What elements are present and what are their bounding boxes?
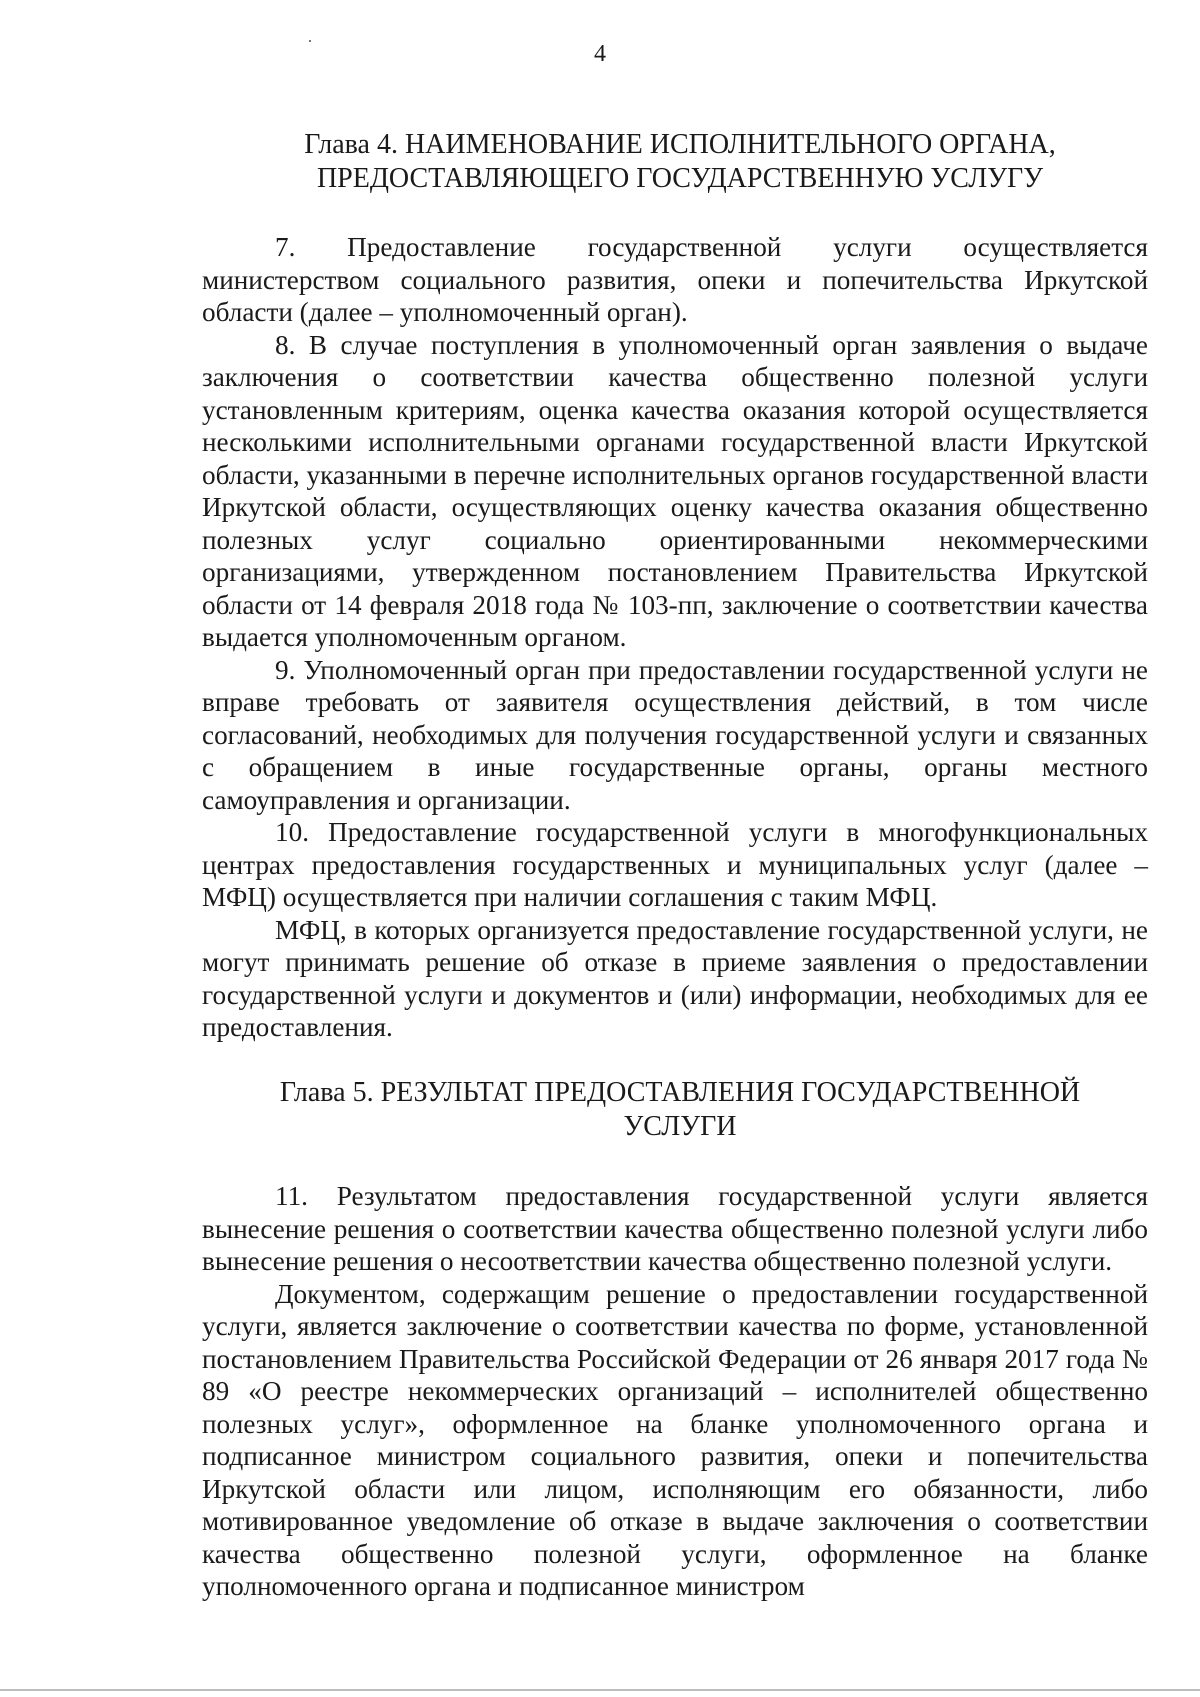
paragraph-10-mfc: МФЦ, в которых организуется предоставление государственной услуги, не могут принимать решение об отказе в приеме заявления о предоставлении государственной услуги и документов и (или) информации, необходимых для ее предоставления. (202, 914, 1148, 1042)
paragraph-10: 10. Предоставление государственной услуги в многофункциональных центрах предоставления государственных и муниципальных услуг (далее – МФЦ) осуществляется при наличии соглашения с таким МФЦ. (202, 817, 1148, 912)
paragraph-11: 11. Результатом предоставления государственной услуги является вынесение решения о соответствии качества общественно полезной услуги либо вынесение решения о несоответствии качества общественно полезной услуги. (202, 1181, 1148, 1276)
paragraph-9: 9. Уполномоченный орган при предоставлении государственной услуги не вправе требовать от заявителя осуществления действий, в том числе согласований, необходимых для получения государственной услуги и связанных с обращением в иные государственные органы, органы местного самоуправления и организации. (202, 654, 1148, 815)
chapter-5-body (202, 1180, 1148, 1603)
chapter-4-heading (200, 128, 1160, 196)
chapter-5-heading-line-2: УСЛУГИ (623, 1111, 737, 1142)
page-bottom-edge (0, 1689, 1200, 1691)
paragraph-8: 8. В случае поступления в уполномоченный орган заявления о выдаче заключения о соответствии качества общественно полезной услуги установленным критериям, оценка качества оказания которой осуществляется несколькими исполнительными органами государственной власти Иркутской области, указанными в перечне исполнительных органов государственной власти Иркутской области, осуществляющих оценку качества оказания общественно полезных услуг социально ориентированными некоммерческими организациями, утвержденном постановлением Правительства Иркутской области от 14 февраля 2018 года № 103-пп, заключение о соответствии качества выдается уполномоченным органом. (202, 329, 1148, 652)
page-number: 4 (594, 41, 606, 67)
chapter-5-heading-line-1: Глава 5. РЕЗУЛЬТАТ ПРЕДОСТАВЛЕНИЯ ГОСУДАРСТВЕННОЙ (279, 1077, 1081, 1108)
chapter-4-heading-line-2: ПРЕДОСТАВЛЯЮЩЕГО ГОСУДАРСТВЕННУЮ УСЛУГУ (316, 163, 1044, 194)
chapter-4-body (202, 231, 1148, 1044)
chapter-5-heading (200, 1076, 1160, 1144)
paragraph-11-document: Документом, содержащим решение о предоставлении государственной услуги, является заключение о соответствии качества по форме, установленной постановлением Правительства Российской Федерации от 26 января 2017 года № 89 «О реестре некоммерческих организаций – исполнителей общественно полезных услуг», оформленное на бланке уполномоченного органа и подписанное министром социального развития, опеки и попечительства Иркутской области или лицом, исполняющим его обязанности, либо мотивированное уведомление об отказе в выдаче заключения о соответствии качества общественно полезной услуги, оформленное на бланке уполномоченного органа и подписанное министром (202, 1278, 1148, 1601)
paragraph-7: 7. Предоставление государственной услуги осуществляется министерством социального развития, опеки и попечительства Иркутской области (далее – уполномоченный орган). (202, 232, 1148, 327)
chapter-4-heading-line-1: Глава 4. НАИМЕНОВАНИЕ ИСПОЛНИТЕЛЬНОГО ОРГАНА, (304, 129, 1056, 160)
